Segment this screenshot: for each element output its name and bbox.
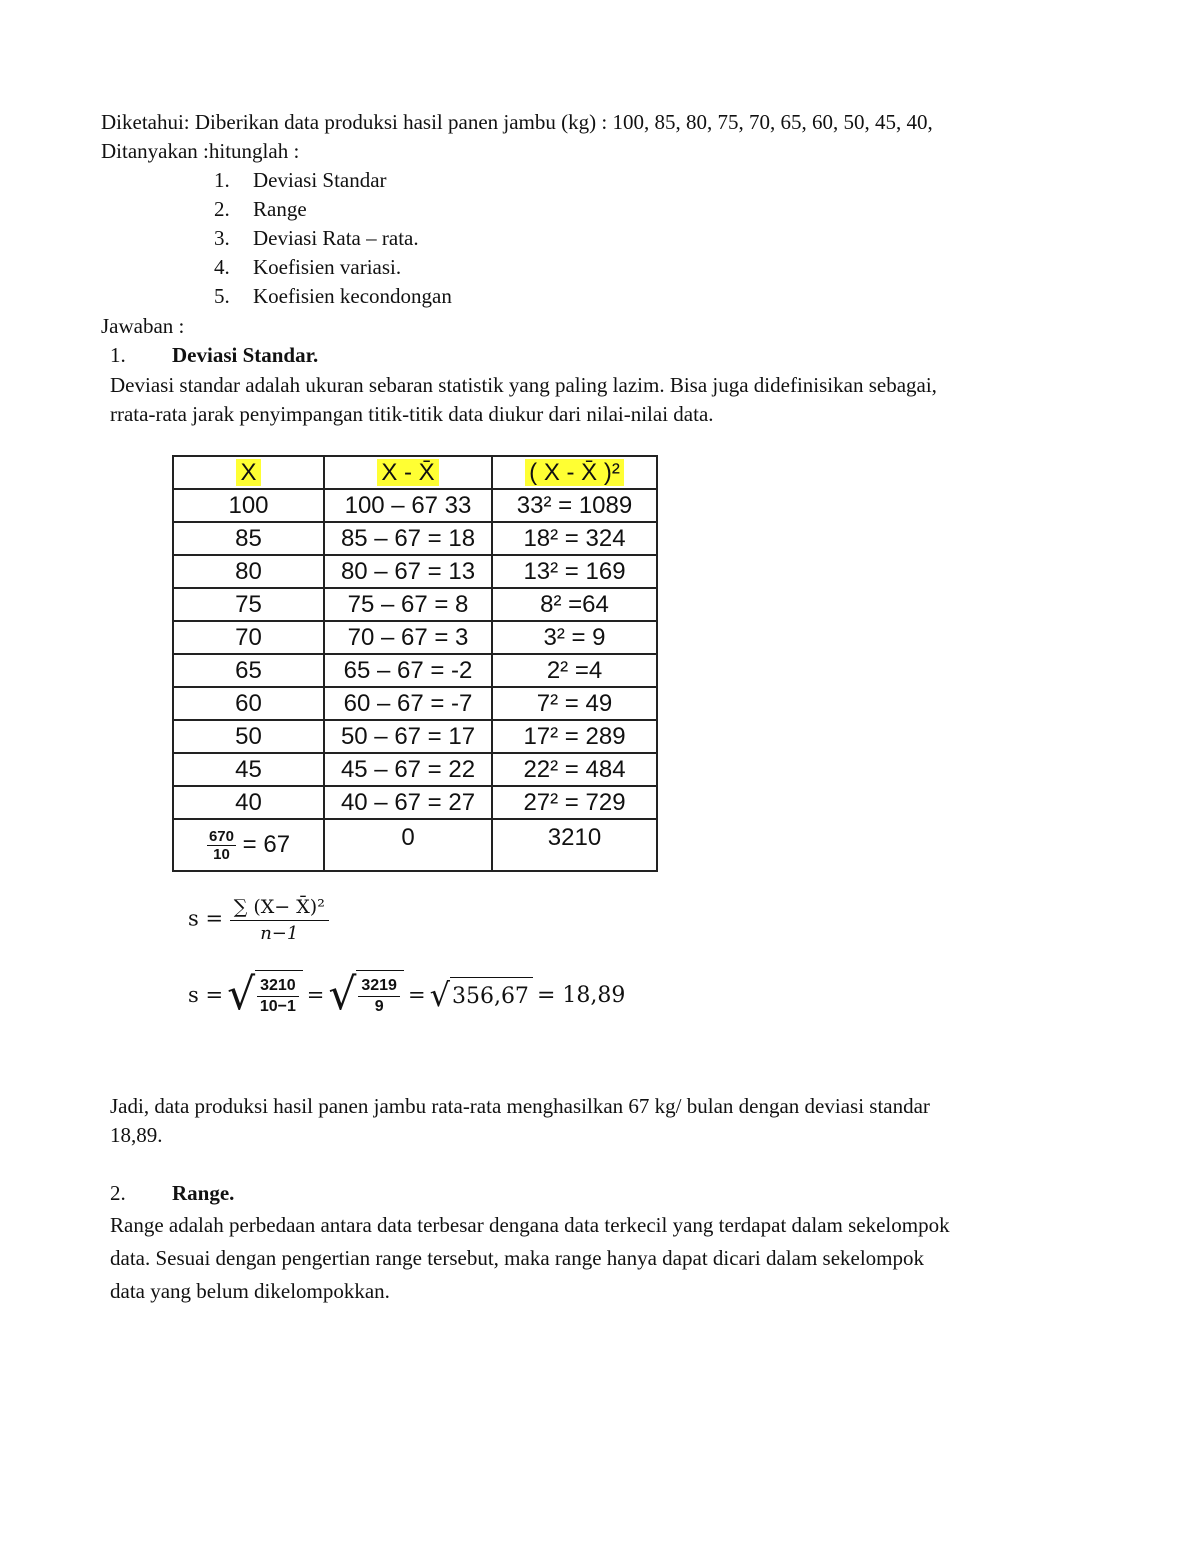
conclusion-line1: Jadi, data produksi hasil panen jambu rata-rata menghasilkan 67 kg/ bulan dengan deviasi standar (110, 1094, 930, 1118)
cell-deviation: 45 – 67 = 22 (324, 753, 492, 786)
cell-x: 45 (173, 753, 324, 786)
formula-denominator: n−1 (260, 923, 299, 944)
cell-deviation: 80 – 67 = 13 (324, 555, 492, 588)
section1-desc-line1: Deviasi standar adalah ukuran sebaran statistik yang paling lazim. Bisa juga didefinisikan sebagai, (110, 373, 937, 397)
list-item-number: 3. (214, 226, 230, 250)
table-row (173, 786, 657, 819)
cell-deviation: 85 – 67 = 18 (324, 522, 492, 555)
list-item (214, 284, 452, 308)
std-dev-computation (188, 970, 625, 1020)
table-row (173, 522, 657, 555)
table-row (173, 489, 657, 522)
cell-squared: 33² = 1089 (492, 489, 657, 522)
list-item-label: Range (253, 197, 307, 221)
mean-fraction (207, 828, 236, 863)
known-statement: Diketahui: Diberikan data produksi hasil panen jambu (kg) : 100, 85, 80, 75, 70, 65, 60, 50, 45, 40, (101, 110, 933, 134)
table-row (173, 588, 657, 621)
cell-deviation: 75 – 67 = 8 (324, 588, 492, 621)
asked-statement: Ditanyakan :hitunglah : (101, 139, 300, 163)
cell-squared: 27² = 729 (492, 786, 657, 819)
cell-deviation: 70 – 67 = 3 (324, 621, 492, 654)
std-dev-formula (188, 896, 329, 944)
table-row (173, 720, 657, 753)
equals-sign: = (407, 983, 426, 1007)
section2-line2: data. Sesuai dengan pengertian range tersebut, maka range hanya dapat dicari dalam sekelompok (110, 1246, 925, 1270)
list-item-label: Deviasi Rata – rata. (253, 226, 419, 250)
list-item-number: 5. (214, 284, 230, 308)
header-deviation: X - X̄ (324, 456, 492, 489)
table-row (173, 621, 657, 654)
mean-cell (173, 819, 324, 871)
cell-squared: 13² = 169 (492, 555, 657, 588)
table-row (173, 555, 657, 588)
list-item (214, 197, 307, 221)
cell-squared: 18² = 324 (492, 522, 657, 555)
cell-squared: 2² =4 (492, 654, 657, 687)
conclusion-line2: 18,89. (110, 1123, 163, 1147)
sqrt-c: √ 356,67 (430, 977, 533, 1013)
cell-x: 75 (173, 588, 324, 621)
equals-sign: = (306, 983, 325, 1007)
std-dev-result: = 18,89 (536, 982, 626, 1008)
fraction-b: 3219 9 (358, 976, 400, 1017)
formula-fraction (230, 896, 329, 944)
cell-deviation: 40 – 67 = 27 (324, 786, 492, 819)
list-item-label: Deviasi Standar (253, 168, 387, 192)
list-item-number: 1. (214, 168, 230, 192)
list-item-label: Koefisien variasi. (253, 255, 402, 279)
cell-squared: 17² = 289 (492, 720, 657, 753)
cell-squared: 22² = 484 (492, 753, 657, 786)
section1-desc-line2: rrata-rata jarak penyimpangan titik-titik data diukur dari nilai-nilai data. (110, 402, 714, 426)
header-x: X (173, 456, 324, 489)
cell-deviation: 60 – 67 = -7 (324, 687, 492, 720)
cell-x: 60 (173, 687, 324, 720)
table-header-row (173, 456, 657, 489)
cell-x: 85 (173, 522, 324, 555)
table-row (173, 687, 657, 720)
list-item-label: Koefisien kecondongan (253, 284, 452, 308)
section2-line1: Range adalah perbedaan antara data terbesar dengana data terkecil yang terdapat dalam sekelompok (110, 1213, 950, 1237)
answer-label: Jawaban : (101, 314, 185, 338)
cell-deviation: 65 – 67 = -2 (324, 654, 492, 687)
formula-numerator: ∑ (X− X̄)² (230, 896, 329, 921)
cell-x: 40 (173, 786, 324, 819)
list-item (214, 168, 387, 192)
cell-x: 50 (173, 720, 324, 753)
list-item (214, 226, 419, 250)
cell-x: 100 (173, 489, 324, 522)
s-label: s = (188, 983, 224, 1007)
s-label: s = (188, 906, 224, 931)
section2-number: 2. (110, 1181, 126, 1205)
section2-title: Range. (172, 1181, 235, 1205)
section1-number: 1. (110, 343, 126, 367)
deviation-sum: 0 (324, 819, 492, 871)
table-row (173, 753, 657, 786)
fraction-a: 3210 10−1 (257, 976, 299, 1017)
sqrt-b: √ 3219 9 (328, 970, 404, 1020)
table-row (173, 654, 657, 687)
cell-x: 70 (173, 621, 324, 654)
squared-sum: 3210 (492, 819, 657, 871)
section1-title: Deviasi Standar. (172, 343, 319, 367)
list-item (214, 255, 401, 279)
mean-value: = 67 (242, 830, 291, 858)
cell-squared: 8² =64 (492, 588, 657, 621)
section2-line3: data yang belum dikelompokkan. (110, 1279, 390, 1303)
cell-squared: 7² = 49 (492, 687, 657, 720)
cell-x: 80 (173, 555, 324, 588)
sqrt-a: √ 3210 10−1 (227, 970, 303, 1020)
deviation-table (172, 455, 658, 872)
mean-numerator: 670 (208, 827, 234, 845)
table-sum-row (173, 819, 657, 871)
mean-denominator: 10 (213, 845, 230, 863)
cell-squared: 3² = 9 (492, 621, 657, 654)
list-item-number: 2. (214, 197, 230, 221)
header-squared-deviation: ( X - X̄ )² (492, 456, 657, 489)
cell-deviation: 50 – 67 = 17 (324, 720, 492, 753)
cell-x: 65 (173, 654, 324, 687)
list-item-number: 4. (214, 255, 230, 279)
cell-deviation: 100 – 67 33 (324, 489, 492, 522)
